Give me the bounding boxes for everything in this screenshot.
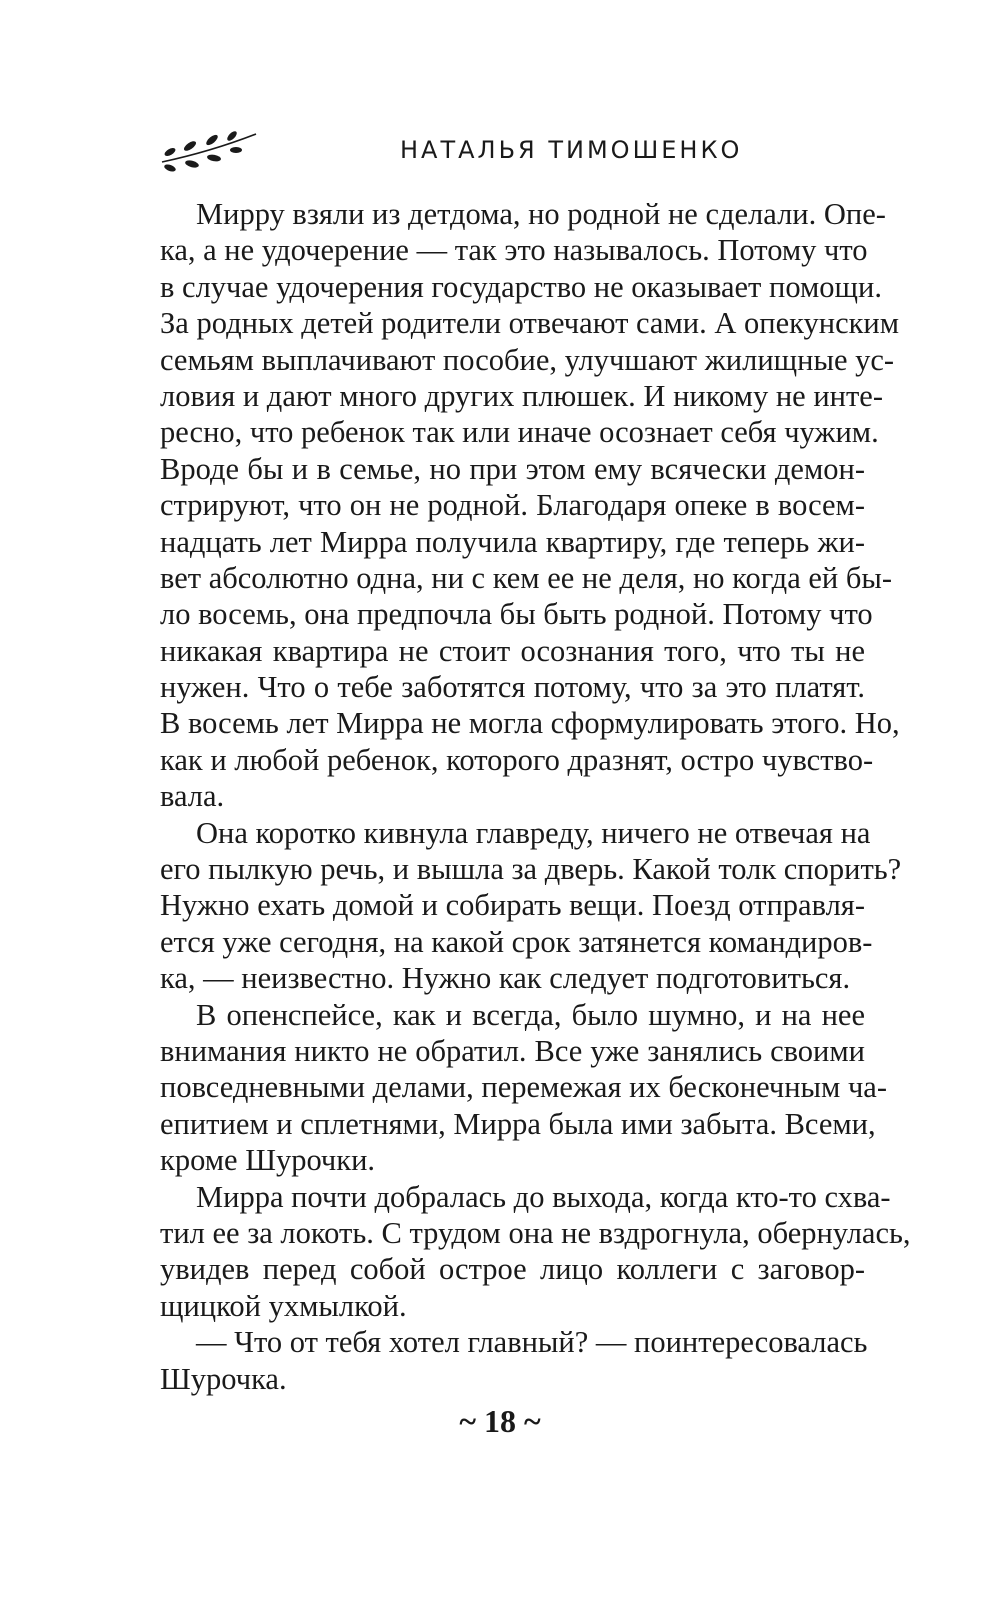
- text-line: За родных детей родители отвечают сами. А опекунским: [160, 306, 900, 341]
- text-line: Мирру взяли из детдома, но родной не сделали. Опе-: [196, 197, 886, 231]
- text-line: увидев перед собой острое лицо коллеги с заговор-: [160, 1252, 865, 1287]
- text-line: семьям выплачивают пособие, улучшают жилищные ус-: [160, 342, 895, 377]
- page-header: [160, 128, 860, 178]
- text-line: Она коротко кивнула главреду, ничего не отвечая на: [196, 815, 871, 850]
- text-line: кроме Шурочки.: [160, 1143, 376, 1178]
- text-line: щицкой ухмылкой.: [160, 1288, 407, 1323]
- text-line: ка, а не удочерение — так это называлось. Потому что: [160, 233, 868, 268]
- text-line: Вроде бы и в семье, но при этом ему всячески демон-: [160, 451, 865, 486]
- text-line: Шурочка.: [160, 1361, 287, 1396]
- text-line: внимания никто не обратил. Все уже занялись своими: [160, 1033, 865, 1068]
- text-line: В опенспейсе, как и всегда, было шумно, и на нее: [196, 997, 865, 1032]
- text-line: Нужно ехать домой и собирать вещи. Поезд отправля-: [160, 888, 865, 923]
- text-line: вет абсолютно одна, ни с кем ее не деля, но когда ей бы-: [160, 560, 893, 595]
- text-line: стрируют, что он не родной. Благодаря опеке в восем-: [160, 488, 865, 523]
- text-line: ловия и дают много других плюшек. И никому не инте-: [160, 378, 883, 413]
- text-line: — Что от тебя хотел главный? — поинтересовалась: [196, 1325, 868, 1360]
- text-line: в случае удочерения государство не оказывает помощи.: [160, 269, 882, 304]
- page-number: ~ 18 ~: [459, 1403, 541, 1439]
- running-head: НАТАЛЬЯ ТИМОШЕНКО: [400, 136, 743, 164]
- text-line: надцать лет Мирра получила квартиру, где теперь жи-: [160, 524, 865, 559]
- text-line: ло восемь, она предпочла бы быть родной. Потому что: [160, 597, 873, 632]
- text-line: вала.: [160, 779, 225, 814]
- text-line: Мирра почти добралась до выхода, когда кто-то схва-: [196, 1179, 891, 1214]
- text-line: нужен. Что о тебе заботятся потому, что за это платят.: [160, 670, 865, 705]
- body-text: [160, 196, 911, 1397]
- text-line: никакая квартира не стоит осознания того, что ты не: [160, 633, 865, 668]
- text-line: ется уже сегодня, на какой срок затянется командиров-: [160, 924, 873, 959]
- leaf-branch-icon: [160, 128, 260, 176]
- text-line: тил ее за локоть. С трудом она не вздрогнула, обернулась,: [160, 1215, 911, 1250]
- text-line: епитием и сплетнями, Мирра была ими забыта. Всеми,: [160, 1106, 876, 1141]
- text-line: ка, — неизвестно. Нужно как следует подготовиться.: [160, 961, 851, 996]
- text-line: В восемь лет Мирра не могла сформулировать этого. Но,: [160, 706, 900, 741]
- text-line: его пылкую речь, и вышла за дверь. Какой толк спорить?: [160, 852, 902, 887]
- text-line: как и любой ребенок, которого дразнят, остро чувство-: [160, 742, 874, 777]
- text-line: повседневными делами, перемежая их бесконечным ча-: [160, 1070, 887, 1105]
- text-line: ресно, что ребенок так или иначе осознает себя чужим.: [160, 415, 879, 450]
